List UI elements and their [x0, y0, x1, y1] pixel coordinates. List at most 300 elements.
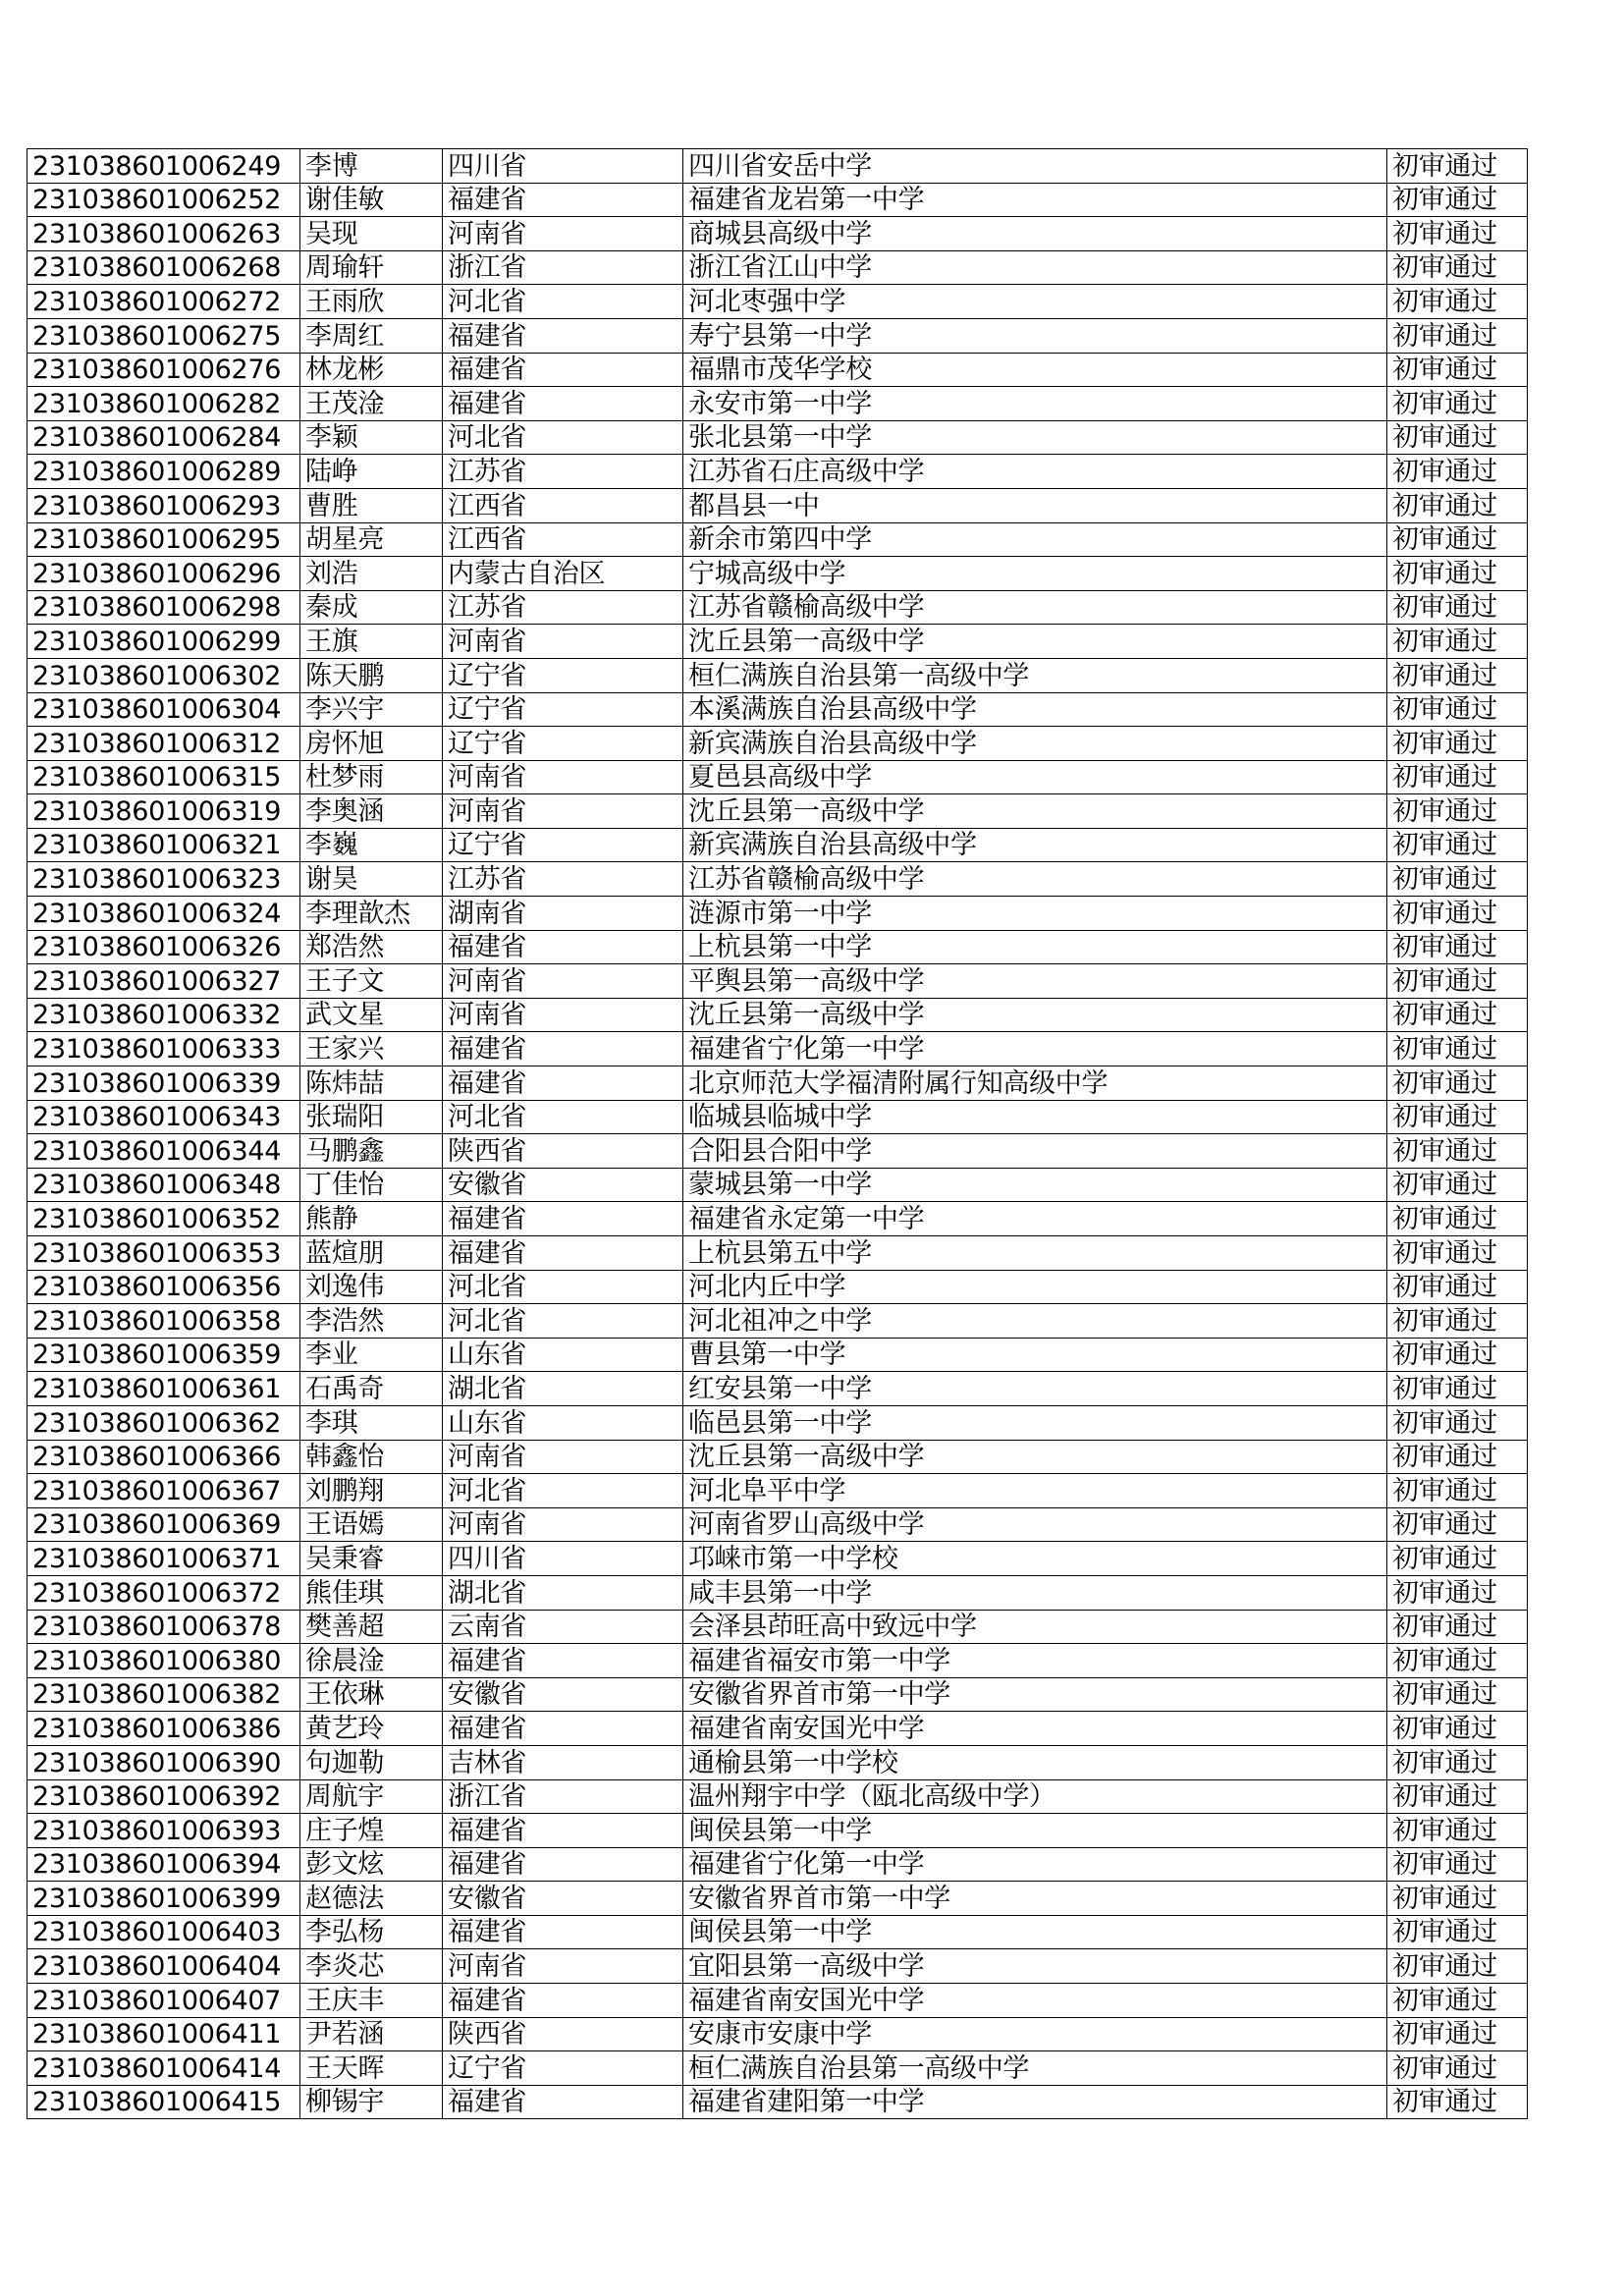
province-cell: 河北省	[443, 285, 683, 319]
applicant-name-cell: 石禹奇	[300, 1372, 443, 1406]
review-status-cell: 初审通过	[1387, 964, 1528, 999]
review-status-cell: 初审通过	[1387, 794, 1528, 829]
applicant-id-cell: 231038601006344	[27, 1134, 300, 1169]
applicant-id-cell: 231038601006382	[27, 1677, 300, 1712]
applicant-id-cell: 231038601006369	[27, 1507, 300, 1542]
applicant-id-cell: 231038601006361	[27, 1372, 300, 1406]
school-cell: 福建省福安市第一中学	[683, 1644, 1387, 1678]
review-status-cell: 初审通过	[1387, 590, 1528, 625]
review-status-cell: 初审通过	[1387, 862, 1528, 897]
province-cell: 福建省	[443, 318, 683, 353]
applicant-name-cell: 王语嫣	[300, 1507, 443, 1542]
province-cell: 湖北省	[443, 1575, 683, 1610]
province-cell: 安徽省	[443, 1677, 683, 1712]
table-row	[27, 1032, 1528, 1066]
applicant-name-cell: 熊静	[300, 1202, 443, 1236]
review-status-cell: 初审通过	[1387, 1984, 1528, 2018]
school-cell: 张北县第一中学	[683, 420, 1387, 455]
applicant-name-cell: 王依琳	[300, 1677, 443, 1712]
applicant-id-cell: 231038601006249	[27, 149, 300, 184]
review-status-cell: 初审通过	[1387, 760, 1528, 794]
province-cell: 陕西省	[443, 1134, 683, 1169]
table-row	[27, 1100, 1528, 1134]
applicant-id-cell: 231038601006282	[27, 387, 300, 421]
school-cell: 商城县高级中学	[683, 217, 1387, 251]
review-status-cell: 初审通过	[1387, 2017, 1528, 2051]
school-cell: 临邑县第一中学	[683, 1405, 1387, 1440]
school-cell: 红安县第一中学	[683, 1372, 1387, 1406]
table-row	[27, 1405, 1528, 1440]
review-status-cell: 初审通过	[1387, 1440, 1528, 1474]
applicant-name-cell: 李奥涵	[300, 794, 443, 829]
table-row	[27, 1168, 1528, 1202]
school-cell: 桓仁满族自治县第一高级中学	[683, 2051, 1387, 2086]
applicant-id-cell: 231038601006372	[27, 1575, 300, 1610]
applicant-id-cell: 231038601006263	[27, 217, 300, 251]
table-row	[27, 1949, 1528, 1984]
table-row	[27, 217, 1528, 251]
province-cell: 河南省	[443, 760, 683, 794]
applicant-id-cell: 231038601006414	[27, 2051, 300, 2086]
review-status-cell: 初审通过	[1387, 387, 1528, 421]
applicant-name-cell: 熊佳琪	[300, 1575, 443, 1610]
applicant-name-cell: 彭文炫	[300, 1847, 443, 1882]
applicant-id-cell: 231038601006399	[27, 1882, 300, 1916]
province-cell: 安徽省	[443, 1168, 683, 1202]
school-cell: 沈丘县第一高级中学	[683, 1440, 1387, 1474]
province-cell: 辽宁省	[443, 727, 683, 761]
applicant-id-cell: 231038601006268	[27, 250, 300, 285]
school-cell: 涟源市第一中学	[683, 897, 1387, 931]
province-cell: 江西省	[443, 522, 683, 557]
province-cell: 辽宁省	[443, 2051, 683, 2086]
province-cell: 山东省	[443, 1405, 683, 1440]
applicant-name-cell: 秦成	[300, 590, 443, 625]
province-cell: 福建省	[443, 930, 683, 964]
applicant-id-cell: 231038601006352	[27, 1202, 300, 1236]
roster-table	[27, 148, 1528, 2119]
school-cell: 福建省宁化第一中学	[683, 1847, 1387, 1882]
school-cell: 北京师范大学福清附属行知高级中学	[683, 1066, 1387, 1101]
table-row	[27, 420, 1528, 455]
table-row	[27, 590, 1528, 625]
applicant-id-cell: 231038601006315	[27, 760, 300, 794]
applicant-id-cell: 231038601006326	[27, 930, 300, 964]
applicant-id-cell: 231038601006332	[27, 998, 300, 1032]
province-cell: 河南省	[443, 794, 683, 829]
table-row	[27, 2017, 1528, 2051]
applicant-id-cell: 231038601006293	[27, 488, 300, 522]
review-status-cell: 初审通过	[1387, 1949, 1528, 1984]
table-row	[27, 285, 1528, 319]
applicant-id-cell: 231038601006275	[27, 318, 300, 353]
province-cell: 河南省	[443, 1949, 683, 1984]
school-cell: 上杭县第五中学	[683, 1236, 1387, 1271]
review-status-cell: 初审通过	[1387, 183, 1528, 217]
applicant-name-cell: 蓝煊朋	[300, 1236, 443, 1271]
applicant-id-cell: 231038601006394	[27, 1847, 300, 1882]
school-cell: 福建省南安国光中学	[683, 1712, 1387, 1746]
province-cell: 河南省	[443, 998, 683, 1032]
review-status-cell: 初审通过	[1387, 625, 1528, 659]
table-row	[27, 1814, 1528, 1848]
applicant-id-cell: 231038601006333	[27, 1032, 300, 1066]
applicant-name-cell: 曹胜	[300, 488, 443, 522]
applicant-name-cell: 王茂淦	[300, 387, 443, 421]
province-cell: 福建省	[443, 1814, 683, 1848]
applicant-id-cell: 231038601006386	[27, 1712, 300, 1746]
province-cell: 江苏省	[443, 862, 683, 897]
applicant-name-cell: 马鹏鑫	[300, 1134, 443, 1169]
review-status-cell: 初审通过	[1387, 455, 1528, 489]
applicant-id-cell: 231038601006380	[27, 1644, 300, 1678]
school-cell: 平舆县第一高级中学	[683, 964, 1387, 999]
applicant-name-cell: 李兴宇	[300, 692, 443, 727]
school-cell: 安康市安康中学	[683, 2017, 1387, 2051]
applicant-id-cell: 231038601006304	[27, 692, 300, 727]
table-row	[27, 897, 1528, 931]
applicant-name-cell: 王旗	[300, 625, 443, 659]
table-row	[27, 1984, 1528, 2018]
review-status-cell: 初审通过	[1387, 1507, 1528, 1542]
school-cell: 曹县第一中学	[683, 1338, 1387, 1372]
province-cell: 辽宁省	[443, 828, 683, 862]
review-status-cell: 初审通过	[1387, 1677, 1528, 1712]
review-status-cell: 初审通过	[1387, 2051, 1528, 2086]
table-row	[27, 1745, 1528, 1779]
review-status-cell: 初审通过	[1387, 1712, 1528, 1746]
applicant-id-cell: 231038601006312	[27, 727, 300, 761]
applicant-name-cell: 刘鹏翔	[300, 1474, 443, 1508]
province-cell: 福建省	[443, 1644, 683, 1678]
applicant-name-cell: 刘逸伟	[300, 1270, 443, 1304]
province-cell: 江西省	[443, 488, 683, 522]
review-status-cell: 初审通过	[1387, 2085, 1528, 2119]
applicant-name-cell: 李弘杨	[300, 1915, 443, 1949]
school-cell: 福建省建阳第一中学	[683, 2085, 1387, 2119]
school-cell: 永安市第一中学	[683, 387, 1387, 421]
school-cell: 夏邑县高级中学	[683, 760, 1387, 794]
province-cell: 河南省	[443, 217, 683, 251]
review-status-cell: 初审通过	[1387, 828, 1528, 862]
province-cell: 陕西省	[443, 2017, 683, 2051]
table-row	[27, 2085, 1528, 2119]
applicant-name-cell: 陈炜喆	[300, 1066, 443, 1101]
province-cell: 福建省	[443, 1236, 683, 1271]
school-cell: 福建省永定第一中学	[683, 1202, 1387, 1236]
province-cell: 浙江省	[443, 250, 683, 285]
table-row	[27, 1847, 1528, 1882]
province-cell: 四川省	[443, 1542, 683, 1576]
table-row	[27, 862, 1528, 897]
applicant-name-cell: 李浩然	[300, 1304, 443, 1339]
applicant-id-cell: 231038601006366	[27, 1440, 300, 1474]
table-row	[27, 930, 1528, 964]
school-cell: 上杭县第一中学	[683, 930, 1387, 964]
applicant-name-cell: 李巍	[300, 828, 443, 862]
school-cell: 沈丘县第一高级中学	[683, 998, 1387, 1032]
province-cell: 河北省	[443, 1100, 683, 1134]
review-status-cell: 初审通过	[1387, 930, 1528, 964]
province-cell: 福建省	[443, 1984, 683, 2018]
province-cell: 福建省	[443, 1847, 683, 1882]
review-status-cell: 初审通过	[1387, 285, 1528, 319]
review-status-cell: 初审通过	[1387, 1202, 1528, 1236]
school-cell: 新宾满族自治县高级中学	[683, 828, 1387, 862]
review-status-cell: 初审通过	[1387, 998, 1528, 1032]
province-cell: 河南省	[443, 1507, 683, 1542]
review-status-cell: 初审通过	[1387, 1134, 1528, 1169]
table-row	[27, 353, 1528, 387]
province-cell: 河北省	[443, 1304, 683, 1339]
table-row	[27, 1066, 1528, 1101]
applicant-name-cell: 谢昊	[300, 862, 443, 897]
province-cell: 湖南省	[443, 897, 683, 931]
applicant-id-cell: 231038601006390	[27, 1745, 300, 1779]
applicant-name-cell: 李周红	[300, 318, 443, 353]
applicant-id-cell: 231038601006324	[27, 897, 300, 931]
province-cell: 吉林省	[443, 1745, 683, 1779]
table-row	[27, 1712, 1528, 1746]
province-cell: 福建省	[443, 387, 683, 421]
school-cell: 宁城高级中学	[683, 557, 1387, 591]
review-status-cell: 初审通过	[1387, 420, 1528, 455]
school-cell: 会泽县茚旺高中致远中学	[683, 1610, 1387, 1644]
table-row	[27, 387, 1528, 421]
table-row	[27, 1440, 1528, 1474]
applicant-id-cell: 231038601006298	[27, 590, 300, 625]
table-row	[27, 658, 1528, 692]
applicant-id-cell: 231038601006302	[27, 658, 300, 692]
review-status-cell: 初审通过	[1387, 1814, 1528, 1848]
school-cell: 河北枣强中学	[683, 285, 1387, 319]
table-row	[27, 1610, 1528, 1644]
applicant-name-cell: 韩鑫怡	[300, 1440, 443, 1474]
applicant-name-cell: 胡星亮	[300, 522, 443, 557]
applicant-id-cell: 231038601006404	[27, 1949, 300, 1984]
school-cell: 蒙城县第一中学	[683, 1168, 1387, 1202]
applicant-name-cell: 周瑜轩	[300, 250, 443, 285]
applicant-id-cell: 231038601006378	[27, 1610, 300, 1644]
applicant-id-cell: 231038601006276	[27, 353, 300, 387]
province-cell: 辽宁省	[443, 658, 683, 692]
province-cell: 福建省	[443, 1032, 683, 1066]
applicant-name-cell: 王天晖	[300, 2051, 443, 2086]
table-row	[27, 1270, 1528, 1304]
review-status-cell: 初审通过	[1387, 1915, 1528, 1949]
review-status-cell: 初审通过	[1387, 1610, 1528, 1644]
school-cell: 江苏省赣榆高级中学	[683, 590, 1387, 625]
table-row	[27, 1507, 1528, 1542]
province-cell: 福建省	[443, 1202, 683, 1236]
applicant-name-cell: 李琪	[300, 1405, 443, 1440]
table-row	[27, 318, 1528, 353]
applicant-id-cell: 231038601006353	[27, 1236, 300, 1271]
table-row	[27, 1474, 1528, 1508]
table-row	[27, 183, 1528, 217]
school-cell: 都昌县一中	[683, 488, 1387, 522]
province-cell: 山东省	[443, 1338, 683, 1372]
table-row	[27, 964, 1528, 999]
applicant-id-cell: 231038601006319	[27, 794, 300, 829]
school-cell: 福建省龙岩第一中学	[683, 183, 1387, 217]
review-status-cell: 初审通过	[1387, 217, 1528, 251]
school-cell: 福建省宁化第一中学	[683, 1032, 1387, 1066]
province-cell: 福建省	[443, 1066, 683, 1101]
table-row	[27, 522, 1528, 557]
school-cell: 河北内丘中学	[683, 1270, 1387, 1304]
applicant-name-cell: 房怀旭	[300, 727, 443, 761]
review-status-cell: 初审通过	[1387, 1066, 1528, 1101]
applicant-name-cell: 林龙彬	[300, 353, 443, 387]
school-cell: 闽侯县第一中学	[683, 1814, 1387, 1848]
applicant-name-cell: 徐晨淦	[300, 1644, 443, 1678]
applicant-name-cell: 郑浩然	[300, 930, 443, 964]
applicant-id-cell: 231038601006343	[27, 1100, 300, 1134]
review-status-cell: 初审通过	[1387, 1032, 1528, 1066]
school-cell: 桓仁满族自治县第一高级中学	[683, 658, 1387, 692]
school-cell: 温州翔宇中学（瓯北高级中学）	[683, 1779, 1387, 1814]
applicant-name-cell: 王子文	[300, 964, 443, 999]
table-row	[27, 1575, 1528, 1610]
applicant-name-cell: 李业	[300, 1338, 443, 1372]
school-cell: 江苏省赣榆高级中学	[683, 862, 1387, 897]
applicant-id-cell: 231038601006407	[27, 1984, 300, 2018]
table-row	[27, 794, 1528, 829]
province-cell: 内蒙古自治区	[443, 557, 683, 591]
review-status-cell: 初审通过	[1387, 1168, 1528, 1202]
review-status-cell: 初审通过	[1387, 1236, 1528, 1271]
applicant-id-cell: 231038601006252	[27, 183, 300, 217]
review-status-cell: 初审通过	[1387, 692, 1528, 727]
province-cell: 河北省	[443, 1270, 683, 1304]
review-status-cell: 初审通过	[1387, 1575, 1528, 1610]
school-cell: 寿宁县第一中学	[683, 318, 1387, 353]
school-cell: 临城县临城中学	[683, 1100, 1387, 1134]
school-cell: 四川省安岳中学	[683, 149, 1387, 184]
school-cell: 本溪满族自治县高级中学	[683, 692, 1387, 727]
province-cell: 福建省	[443, 353, 683, 387]
school-cell: 新宾满族自治县高级中学	[683, 727, 1387, 761]
review-status-cell: 初审通过	[1387, 1542, 1528, 1576]
table-row	[27, 1644, 1528, 1678]
review-status-cell: 初审通过	[1387, 1779, 1528, 1814]
review-status-cell: 初审通过	[1387, 488, 1528, 522]
applicant-id-cell: 231038601006358	[27, 1304, 300, 1339]
school-cell: 通榆县第一中学校	[683, 1745, 1387, 1779]
table-row	[27, 1677, 1528, 1712]
school-cell: 福建省南安国光中学	[683, 1984, 1387, 2018]
table-row	[27, 998, 1528, 1032]
applicant-name-cell: 陆峥	[300, 455, 443, 489]
applicant-id-cell: 231038601006393	[27, 1814, 300, 1848]
review-status-cell: 初审通过	[1387, 353, 1528, 387]
review-status-cell: 初审通过	[1387, 1847, 1528, 1882]
table-row	[27, 1779, 1528, 1814]
applicant-name-cell: 陈天鹏	[300, 658, 443, 692]
province-cell: 福建省	[443, 1712, 683, 1746]
review-status-cell: 初审通过	[1387, 250, 1528, 285]
school-cell: 沈丘县第一高级中学	[683, 625, 1387, 659]
applicant-name-cell: 刘浩	[300, 557, 443, 591]
table-row	[27, 1882, 1528, 1916]
province-cell: 安徽省	[443, 1882, 683, 1916]
province-cell: 江苏省	[443, 455, 683, 489]
applicant-name-cell: 李理歆杰	[300, 897, 443, 931]
applicant-id-cell: 231038601006415	[27, 2085, 300, 2119]
applicant-id-cell: 231038601006348	[27, 1168, 300, 1202]
applicant-id-cell: 231038601006392	[27, 1779, 300, 1814]
review-status-cell: 初审通过	[1387, 1745, 1528, 1779]
applicant-name-cell: 庄子煌	[300, 1814, 443, 1848]
province-cell: 河南省	[443, 1440, 683, 1474]
table-row	[27, 455, 1528, 489]
applicant-id-cell: 231038601006359	[27, 1338, 300, 1372]
applicant-id-cell: 231038601006295	[27, 522, 300, 557]
school-cell: 福鼎市茂华学校	[683, 353, 1387, 387]
table-row	[27, 557, 1528, 591]
applicant-name-cell: 杜梦雨	[300, 760, 443, 794]
applicant-name-cell: 李颖	[300, 420, 443, 455]
table-row	[27, 1915, 1528, 1949]
school-cell: 宜阳县第一高级中学	[683, 1949, 1387, 1984]
applicant-name-cell: 谢佳敏	[300, 183, 443, 217]
province-cell: 云南省	[443, 1610, 683, 1644]
table-row	[27, 1372, 1528, 1406]
school-cell: 邛崃市第一中学校	[683, 1542, 1387, 1576]
applicant-id-cell: 231038601006403	[27, 1915, 300, 1949]
school-cell: 新余市第四中学	[683, 522, 1387, 557]
table-row	[27, 1236, 1528, 1271]
table-row	[27, 250, 1528, 285]
school-cell: 安徽省界首市第一中学	[683, 1677, 1387, 1712]
applicant-name-cell: 黄艺玲	[300, 1712, 443, 1746]
province-cell: 浙江省	[443, 1779, 683, 1814]
table-row	[27, 488, 1528, 522]
province-cell: 福建省	[443, 183, 683, 217]
review-status-cell: 初审通过	[1387, 1644, 1528, 1678]
review-status-cell: 初审通过	[1387, 727, 1528, 761]
applicant-id-cell: 231038601006321	[27, 828, 300, 862]
applicant-name-cell: 吴秉睿	[300, 1542, 443, 1576]
table-row	[27, 727, 1528, 761]
province-cell: 四川省	[443, 149, 683, 184]
applicant-name-cell: 句迦勒	[300, 1745, 443, 1779]
school-cell: 河北阜平中学	[683, 1474, 1387, 1508]
applicant-id-cell: 231038601006367	[27, 1474, 300, 1508]
applicant-name-cell: 尹若涵	[300, 2017, 443, 2051]
applicant-name-cell: 李炎芯	[300, 1949, 443, 1984]
applicant-name-cell: 柳锡宇	[300, 2085, 443, 2119]
applicant-name-cell: 周航宇	[300, 1779, 443, 1814]
table-row	[27, 1338, 1528, 1372]
school-cell: 浙江省江山中学	[683, 250, 1387, 285]
applicant-id-cell: 231038601006296	[27, 557, 300, 591]
province-cell: 福建省	[443, 1915, 683, 1949]
province-cell: 河南省	[443, 964, 683, 999]
review-status-cell: 初审通过	[1387, 1304, 1528, 1339]
table-row	[27, 1542, 1528, 1576]
review-status-cell: 初审通过	[1387, 557, 1528, 591]
school-cell: 河北祖冲之中学	[683, 1304, 1387, 1339]
applicant-id-cell: 231038601006299	[27, 625, 300, 659]
review-status-cell: 初审通过	[1387, 1474, 1528, 1508]
province-cell: 河南省	[443, 625, 683, 659]
applicant-name-cell: 武文星	[300, 998, 443, 1032]
school-cell: 河南省罗山高级中学	[683, 1507, 1387, 1542]
review-status-cell: 初审通过	[1387, 658, 1528, 692]
school-cell: 沈丘县第一高级中学	[683, 794, 1387, 829]
